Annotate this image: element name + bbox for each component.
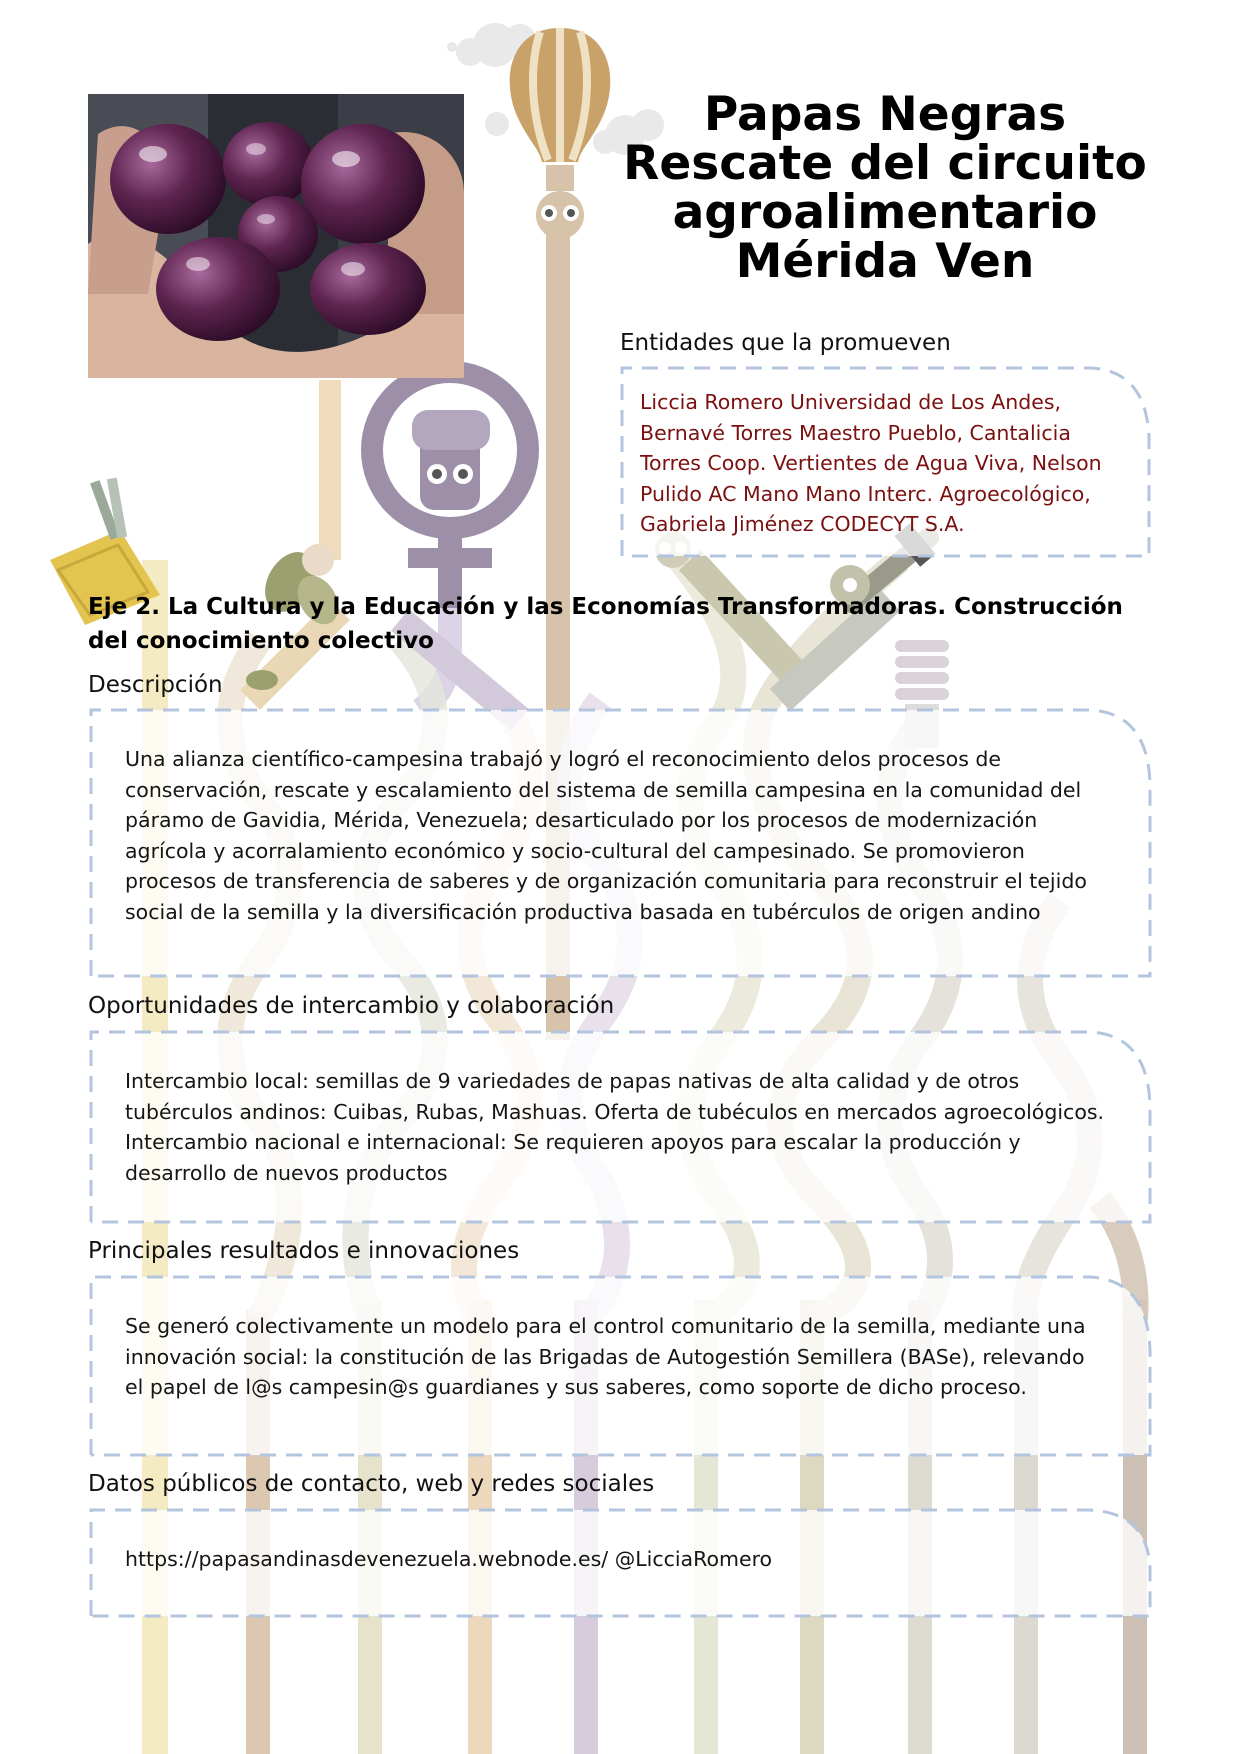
entidades-heading: Entidades que la promueven bbox=[620, 330, 951, 356]
resultados-line: innovación social: la constitución de las Brigadas de Autogestión Semillera (BASe), relevando bbox=[125, 1344, 1085, 1369]
page-title bbox=[605, 87, 1165, 289]
contacto-link[interactable]: https://papasandinasdevenezuela.webnode.es/ @LicciaRomero bbox=[125, 1547, 773, 1571]
descripcion-line: Una alianza científico-campesina trabajó y logró el reconocimiento delos procesos de bbox=[125, 747, 1002, 771]
descripcion-line: procesos de transferencia de saberes y de organización comunitaria para reconstruir el tejido bbox=[125, 869, 1087, 893]
title-line: agroalimentario bbox=[672, 185, 1098, 240]
entidades-line: Pulido AC Mano Mano Interc. Agroecológico, bbox=[640, 481, 1091, 506]
oportunidades-line: tubérculos andinos: Cuibas, Rubas, Mashuas. Oferta de tubéculos en mercados agroecológicos. bbox=[125, 1099, 1105, 1124]
oportunidades-line: Intercambio local: semillas de 9 variedades de papas nativas de alta calidad y de otros bbox=[125, 1069, 1020, 1093]
entidades-text bbox=[640, 387, 1102, 540]
descripcion-heading: Descripción bbox=[88, 672, 223, 698]
eje-line: del conocimiento colectivo bbox=[88, 628, 434, 654]
resultados-line: el papel de l@s campesin@s guardianes y sus saberes, como soporte de dicho proceso. bbox=[125, 1375, 1027, 1399]
descripcion-line: páramo de Gavidia, Mérida, Venezuela; desarticulado por los procesos de modernización bbox=[125, 808, 1038, 832]
eje-heading bbox=[88, 590, 1168, 658]
descripcion-text bbox=[125, 744, 1087, 927]
contacto-heading: Datos públicos de contacto, web y redes sociales bbox=[88, 1471, 655, 1497]
oportunidades-line: Intercambio nacional e internacional: Se requieren apoyos para escalar la producción y bbox=[125, 1130, 1021, 1154]
hot-air-balloon-icon bbox=[510, 28, 611, 239]
eje-line: Eje 2. La Cultura y la Educación y las Economías Transformadoras. Construcción bbox=[88, 594, 1123, 620]
title-line: Mérida Ven bbox=[735, 234, 1035, 289]
descripcion-line: social de la semilla y la diversificación productiva basada en tubérculos de origen andino bbox=[125, 899, 1041, 924]
descripcion-line: conservación, rescate y escalamiento del sistema de semilla campesina en la comunidad del bbox=[125, 777, 1082, 802]
oportunidades-line: desarrollo de nuevos productos bbox=[125, 1160, 448, 1185]
resultados-heading: Principales resultados e innovaciones bbox=[88, 1238, 520, 1264]
potatoes-photo bbox=[88, 94, 464, 378]
descripcion-line: agrícola y acorralamiento económico y socio-cultural del campesinado. Se promovieron bbox=[125, 838, 1025, 863]
entidades-line: Torres Coop. Vertientes de Agua Viva, Nelson bbox=[640, 451, 1102, 475]
resultados-text bbox=[125, 1311, 1086, 1403]
entidades-line: Liccia Romero Universidad de Los Andes, bbox=[640, 390, 1062, 414]
oportunidades-text bbox=[125, 1066, 1104, 1188]
contacto-text bbox=[125, 1544, 772, 1575]
resultados-line: Se generó colectivamente un modelo para el control comunitario de la semilla, mediante una bbox=[125, 1314, 1086, 1338]
venus-fist-icon bbox=[372, 372, 528, 608]
title-line: Papas Negras bbox=[703, 87, 1067, 142]
entidades-line: Bernavé Torres Maestro Pueblo, Cantalicia bbox=[640, 420, 1071, 445]
oportunidades-heading: Oportunidades de intercambio y colaboración bbox=[88, 993, 615, 1019]
title-line: Rescate del circuito bbox=[623, 136, 1147, 191]
entidades-line: Gabriela Jiménez CODECYT S.A. bbox=[640, 512, 965, 536]
